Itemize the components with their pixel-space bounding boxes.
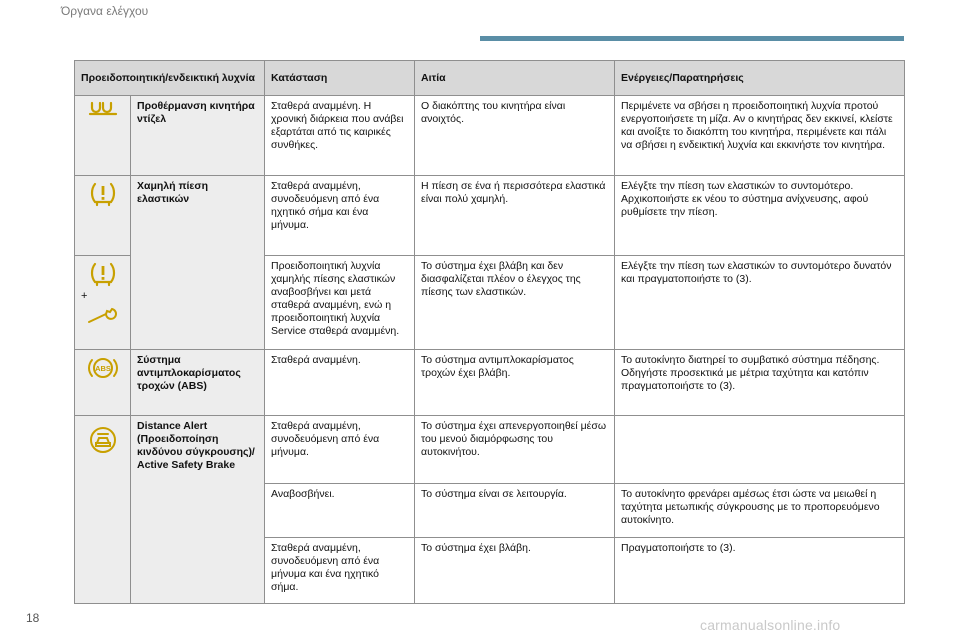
lamp-cause: Το σύστημα έχει απενεργοποιηθεί μέσω του μενού διαμόρφωσης του αυτοκινήτου. bbox=[415, 416, 615, 484]
lamp-action: Περιμένετε να σβήσει η προειδοποιητική λυχνία προτού ενεργοποιήσετε τη μίζα. Αν ο κινητήρας δεν εκκινεί, κλείστε και ανοίξτε το διακόπτη του κινητήρα, περιμένετε και πάλι να σβήσει η ενδεικτική λυχνία και εκκινήστε τον κινητήρα. bbox=[615, 96, 905, 176]
tyre-pressure-icon bbox=[88, 260, 118, 288]
lamp-cause: Η πίεση σε ένα ή περισσότερα ελαστικά είναι πολύ χαμηλή. bbox=[415, 176, 615, 256]
watermark: carmanualsonline.info bbox=[700, 617, 841, 633]
lamp-action: Το αυτοκίνητο φρενάρει αμέσως έτσι ώστε να μειωθεί η ταχύτητα μετωπικής σύγκρουσης με το προπορευόμενο αυτοκίνητο. bbox=[615, 484, 905, 538]
column-header-actions: Ενέργειες/Παρατηρήσεις bbox=[615, 61, 905, 96]
glow-plug-icon bbox=[88, 100, 118, 118]
table-row bbox=[75, 350, 905, 416]
collision-alert-icon bbox=[87, 426, 119, 454]
lamp-state: Αναβοσβήνει. bbox=[265, 484, 415, 538]
table-row bbox=[75, 416, 905, 484]
lamp-action bbox=[615, 416, 905, 484]
lamp-state: Σταθερά αναμμένη, συνοδευόμενη από ένα μήνυμα και ένα ηχητικό σήμα. bbox=[265, 538, 415, 604]
lamp-name: Σύστημα αντιμπλοκαρίσματος τροχών (ABS) bbox=[131, 350, 265, 416]
lamp-name: Χαμηλή πίεση ελαστικών bbox=[131, 176, 265, 350]
lamp-icon-cell bbox=[75, 350, 131, 416]
lamp-icon-cell bbox=[75, 256, 131, 350]
lamp-action: Ελέγξτε την πίεση των ελαστικών το συντομότερο δυνατόν και πραγματοποιήστε το (3). bbox=[615, 256, 905, 350]
lamp-action: Πραγματοποιήστε το (3). bbox=[615, 538, 905, 604]
lamp-icon-cell bbox=[75, 96, 131, 176]
column-header-cause: Αιτία bbox=[415, 61, 615, 96]
lamp-icon-cell bbox=[75, 176, 131, 256]
lamp-action: Το αυτοκίνητο διατηρεί το συμβατικό σύστημα πέδησης. Οδηγήστε προσεκτικά με μέτρια ταχύτητα και κατόπιν πραγματοποιήστε το (3). bbox=[615, 350, 905, 416]
lamp-state: Σταθερά αναμμένη. bbox=[265, 350, 415, 416]
lamp-cause: Το σύστημα αντιμπλοκαρίσματος τροχών έχει βλάβη. bbox=[415, 350, 615, 416]
service-wrench-icon bbox=[86, 307, 120, 325]
column-header-state: Κατάσταση bbox=[265, 61, 415, 96]
table-row bbox=[75, 176, 905, 256]
lamp-cause: Το σύστημα έχει βλάβη και δεν διασφαλίζεται πλέον ο έλεγχος της πίεσης των ελαστικών. bbox=[415, 256, 615, 350]
lamp-cause: Το σύστημα είναι σε λειτουργία. bbox=[415, 484, 615, 538]
lamp-action: Ελέγξτε την πίεση των ελαστικών το συντομότερο. Αρχικοποιήστε εκ νέου το σύστημα ανίχνευσης, αφού ρυθμίσετε την πίεση. bbox=[615, 176, 905, 256]
lamp-cause: Ο διακόπτης του κινητήρα είναι ανοιχτός. bbox=[415, 96, 615, 176]
lamp-state: Σταθερά αναμμένη. Η χρονική διάρκεια που ανάβει εξαρτάται από τις καιρικές συνθήκες. bbox=[265, 96, 415, 176]
header-accent-bar bbox=[480, 36, 904, 41]
lamp-name: Προθέρμανση κινητήρα ντίζελ bbox=[131, 96, 265, 176]
column-header-lamp: Προειδοποιητική/ενδεικτική λυχνία bbox=[75, 61, 265, 96]
table-row bbox=[75, 96, 905, 176]
plus-sign: + bbox=[81, 290, 88, 302]
lamp-cause: Το σύστημα έχει βλάβη. bbox=[415, 538, 615, 604]
lamp-state: Σταθερά αναμμένη, συνοδευόμενη από ένα μήνυμα. bbox=[265, 416, 415, 484]
lamp-icon-cell bbox=[75, 416, 131, 604]
lamp-state: Σταθερά αναμμένη, συνοδευόμενη από ένα ηχητικό σήμα και ένα μήνυμα. bbox=[265, 176, 415, 256]
page-number: 18 bbox=[26, 611, 40, 625]
svg-text:ABS: ABS bbox=[94, 364, 111, 373]
lamp-name: Distance Alert (Προειδοποίηση κινδύνου σύγκρουσης)/ Active Safety Brake bbox=[131, 416, 265, 604]
lamp-state: Προειδοποιητική λυχνία χαμηλής πίεσης ελαστικών αναβοσβήνει και μετά σταθερά αναμμένη, ενώ η προειδοποιητική λυχνία Service σταθερά αναμμένη. bbox=[265, 256, 415, 350]
tyre-pressure-icon bbox=[88, 180, 118, 208]
table-header-row bbox=[75, 61, 905, 96]
page-section-title: Όργανα ελέγχου bbox=[61, 4, 149, 18]
abs-icon bbox=[87, 354, 119, 382]
warning-lamps-table bbox=[74, 60, 905, 604]
